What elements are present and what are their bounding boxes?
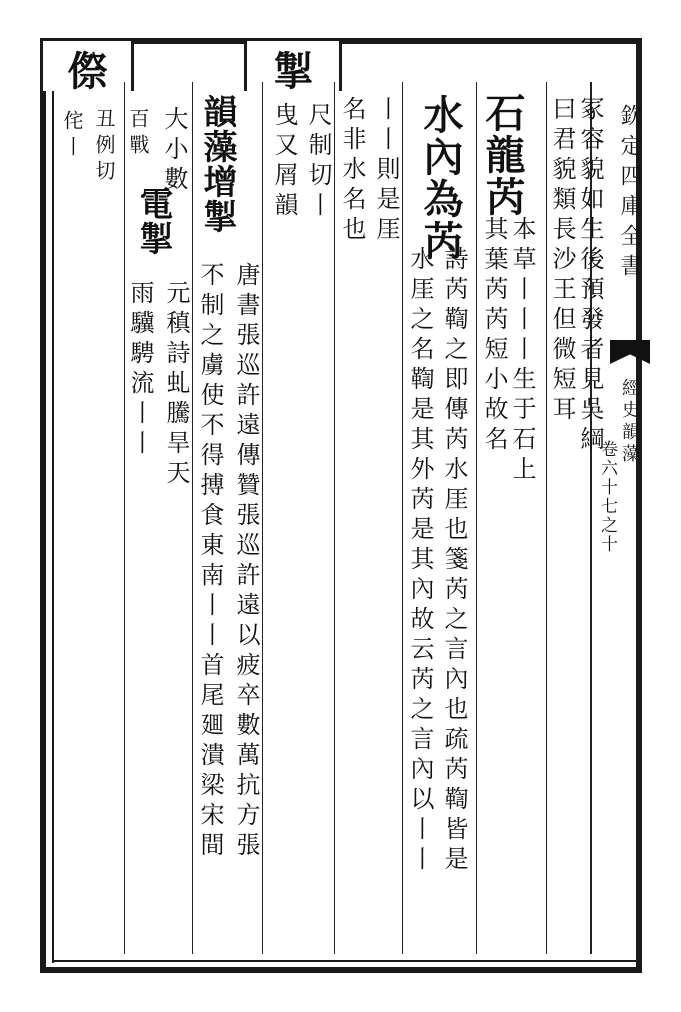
text-column: 詩芮鞫之即傳芮水厓也箋芮之言內也疏芮鞫皆是 xyxy=(440,246,468,876)
text-column: 本草丨丨丨生于石上 xyxy=(508,216,536,486)
headword: 傺 xyxy=(61,50,108,92)
headword: 石龍芮 xyxy=(479,92,526,218)
text-column: 唐書張巡許遠傳贊張巡許遠以疲卒數萬抗方張 xyxy=(232,262,260,862)
text-column: 水厓之名鞫是其外芮是其內故云芮之言內以丨丨 xyxy=(406,246,434,876)
text-column: 曳又屑韻 xyxy=(270,102,298,222)
column-rule xyxy=(192,82,193,954)
text-column: 尺制切丨 xyxy=(304,102,332,222)
headword: 掣 xyxy=(267,50,314,92)
text-column: 百戰 xyxy=(126,108,150,160)
inner-border-left xyxy=(52,48,54,963)
inner-border-bottom xyxy=(52,960,642,962)
text-column: 雨驥騁流丨丨 xyxy=(126,280,154,460)
headword: 水內為芮 xyxy=(417,94,464,262)
text-column: 丑例切 xyxy=(92,108,116,186)
text-column: 曰君貌類長沙王但微短耳 xyxy=(548,96,576,426)
text-column: 侘丨 xyxy=(60,110,84,162)
margin-volume: 卷六十七之十 xyxy=(597,440,617,554)
text-column: 冢容貌如生後預發者見吳綱 xyxy=(576,96,604,456)
text-column: 元稹詩虬騰旱天 xyxy=(162,280,190,490)
headword: 電掣 xyxy=(133,186,173,256)
column-rule xyxy=(476,82,477,954)
text-column: 其葉芮芮短小故名 xyxy=(480,216,508,456)
column-rule xyxy=(402,82,403,954)
column-rule xyxy=(334,82,335,954)
text-column: 不制之虜使不得搏食東南丨丨首尾廽潰梁宋間 xyxy=(196,262,224,862)
text-column: 大小數 xyxy=(160,106,188,196)
text-column: 丨丨則是厓 xyxy=(372,96,400,246)
text-column: 名非水名也 xyxy=(338,96,366,246)
column-rule xyxy=(124,82,125,954)
column-rule xyxy=(262,82,263,954)
margin-title: 欽定四庫全書 xyxy=(617,104,642,284)
column-rule xyxy=(546,82,547,954)
margin-book-title: 經史韻藻 xyxy=(619,378,640,466)
headword: 韻藻增掣 xyxy=(197,94,237,234)
